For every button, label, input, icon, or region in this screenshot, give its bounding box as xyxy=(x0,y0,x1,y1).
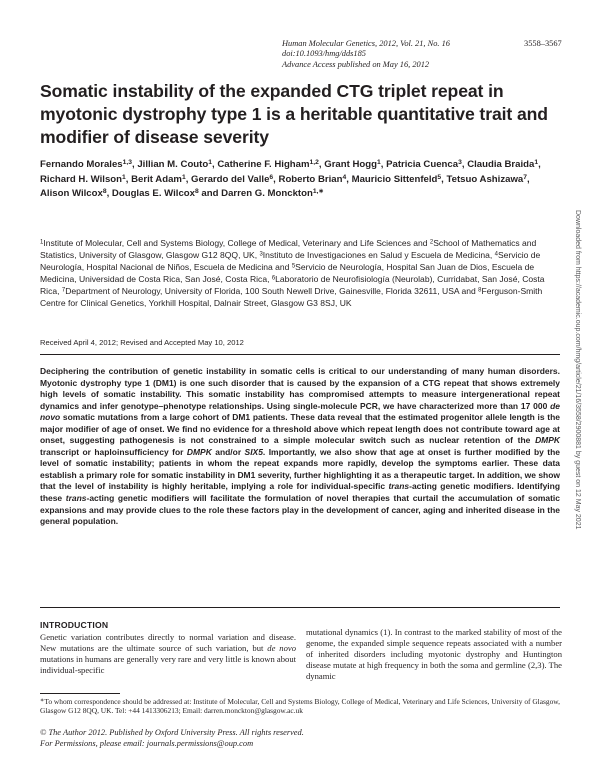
intro-right-text-c: ). The dynamic xyxy=(306,660,562,682)
affiliation-text: Servicio de Neurología, Hospital Nacional de Niños, Escuela de Medicina and xyxy=(40,250,541,273)
author-separator: , xyxy=(346,173,352,185)
copyright-line: © The Author 2012. Published by Oxford University Press. All rights reserved. xyxy=(40,728,304,737)
author-name: Berit Adam xyxy=(131,173,182,185)
advance-access: Advance Access published on May 16, 2012 xyxy=(282,59,430,69)
abstract-segment: DMPK xyxy=(186,446,212,457)
affiliation-marker: 2 xyxy=(429,239,434,246)
author-separator: , xyxy=(538,159,541,170)
author-separator: , xyxy=(318,159,325,170)
abstract-segment: SIX5 xyxy=(244,446,263,457)
author-affiliation-marker: 3 xyxy=(458,158,462,166)
author-separator: , xyxy=(273,173,279,185)
abstract-segment: somatic mutations from a large cohort of DM1 patients. These data reveal that the estimated progenitor allele length is the major modifier of age of onset. We find no evidence for a threshold above which repeat length does not contribute toward age at onset, suggesting pathogenesis is not constrained to a simple molecular switch such as nuclear retention of the xyxy=(40,412,560,446)
author-name: Fernando Morales xyxy=(40,159,123,170)
affiliation-text: Ferguson-Smith Centre for Clinical Genetics, Yorkhill Hospital, Dalnair Street, Glasgow G3 8SJ, UK xyxy=(40,286,543,309)
journal-citation: Human Molecular Genetics, 2012, Vol. 21, No. 16 xyxy=(282,39,450,48)
intro-right-column xyxy=(306,627,562,682)
abstract-segment: DMPK xyxy=(535,435,560,446)
affiliation-text: Laboratorio de Neurofisiología (Neurolab), Curridabat, San José, Costa Rica, xyxy=(40,274,545,297)
intro-left-segment: Genetic variation contributes directly to normal variation and disease. New mutations are the ultimate source of such variation, but xyxy=(40,632,296,654)
author-affiliation-marker: 1 xyxy=(534,158,539,166)
author-separator: , xyxy=(527,173,530,185)
abstract-segment: de novo xyxy=(40,400,560,423)
author-separator: , xyxy=(441,173,447,185)
affiliation-marker: 6 xyxy=(271,275,276,282)
author-name: Richard H. Wilson xyxy=(40,173,123,185)
doi[interactable]: doi:10.1093/hmg/dds185 xyxy=(282,49,366,59)
affiliation-text: Institute of Molecular, Cell and Systems Biology, College of Medical, Veterinary and Life Sciences and xyxy=(43,238,430,248)
correspondence-footnote xyxy=(40,697,560,716)
affiliation-marker: 8 xyxy=(478,287,482,294)
abstract-bottom-rule xyxy=(40,607,560,608)
author-affiliation-marker: 1,2 xyxy=(309,158,319,166)
author-name: Douglas E. Wilcox xyxy=(111,188,195,200)
author-separator: , xyxy=(131,159,138,170)
section-heading-introduction: INTRODUCTION xyxy=(40,620,109,630)
author-name: Roberto Brian xyxy=(278,173,343,185)
author-separator: , xyxy=(461,159,468,170)
author-name: Mauricio Sittenfeld xyxy=(351,173,438,185)
author-separator: , xyxy=(125,173,132,185)
intro-left-column xyxy=(40,632,296,676)
author-affiliation-marker: 8 xyxy=(102,188,107,196)
author-affiliation-marker: 1,3 xyxy=(122,158,132,166)
author-affiliation-marker: 6 xyxy=(269,173,274,181)
page-range: 3558–3567 xyxy=(524,39,562,48)
affiliation-text: Instituto de Investigaciones en Salud y Escuela de Medicina, xyxy=(262,250,495,261)
affiliation-marker: 4 xyxy=(494,251,498,258)
abstract-segment: Deciphering the contribution of genetic instability in somatic cells is critical to our understanding of many human disorders. Myotonic dystrophy type 1 (DM1) is one such disorder that is caused by the expansion of a CTG repeat that shows extremely high levels of somatic instability. This somatic instability has compromised attempts to measure intergenerational repeat dynamics and infer genotype–phenotype relationships. Using single-molecule PCR, we have characterized more than 17 000 xyxy=(40,366,560,411)
author-affiliation-marker: 1 xyxy=(122,173,126,181)
affiliation-text: School of Mathematics and Statistics, University of Glasgow, Glasgow G12 8QQ, UK, xyxy=(40,238,537,261)
author-affiliation-marker: 1,∗ xyxy=(312,188,325,196)
abstract-segment: . Importantly, we also show that age at onset is further modified by the level of somatic instability; patients in whom the repeat expands more rapidly, develop the symptoms earlier. These data establish a primary role for somatic instability in DM1 severity, further highlighting it as a therapeutic target. In addition, we show that the level of instability is highly heritable, implying a role for individual-specific xyxy=(40,446,560,492)
footnote-text: To whom correspondence should be addressed at: Institute of Molecular, Cell and Systems Biology, College of Medical, Veterinary and Life Sciences, University of Glasgow, Glasgow G12 8QQ, UK. Tel: +44 1413306213; Email: darren.monckton@glasgow.ac.uk xyxy=(40,697,560,716)
author-separator: , xyxy=(211,159,218,170)
author-separator: , xyxy=(185,173,192,185)
author-name: Alison Wilcox xyxy=(40,188,103,200)
affiliations xyxy=(40,237,564,310)
author-affiliation-marker: 1 xyxy=(208,158,212,166)
author-name: Grant Hogg xyxy=(324,159,377,170)
author-name: and Darren G. Monckton xyxy=(201,188,313,200)
abstract-segment: and/or xyxy=(211,446,245,457)
affiliation-marker: 1 xyxy=(40,239,44,246)
author-list xyxy=(40,158,560,202)
article-title: Somatic instability of the expanded CTG triplet repeat in myotonic dystrophy type 1 is a heritable quantitative trait and modifier of disease severity xyxy=(40,81,548,147)
intro-left-segment: mutations in humans are generally very rare and very little is known about individual-specific xyxy=(40,654,296,676)
copyright-footer xyxy=(40,728,560,749)
abstract-segment: transcript or haploinsufficiency for xyxy=(40,446,187,457)
received-dates: Received April 4, 2012; Revised and Accepted May 10, 2012 xyxy=(40,338,244,347)
intro-right-text-b: ). In contrast to the marked stability of most of the genome, the expanded simple sequence repeats associated with a number of inherited disorders including myotonic dystrophy and Huntington disease mutate at high frequency in both the soma and germline ( xyxy=(306,627,562,671)
abstract xyxy=(40,366,560,528)
download-watermark: Downloaded from https://academic.oup.com/hmg/article/21/16/3558/2900881 by guest on 12 May 2021 xyxy=(574,210,581,530)
author-separator: , xyxy=(106,188,112,200)
author-name: Claudia Braida xyxy=(467,159,535,170)
journal-header xyxy=(282,39,572,70)
author-affiliation-marker: 8 xyxy=(195,188,199,196)
affiliation-text: Servicio de Neurología, Hospital San Juan de Dios, Escuela de Medicina, Universidad de Costa Rica, San José, Costa Rica, xyxy=(40,262,535,285)
affiliation-marker: 5 xyxy=(291,263,296,270)
affiliation-marker: 3 xyxy=(259,251,263,258)
author-name: Catherine F. Higham xyxy=(217,159,310,170)
abstract-top-rule xyxy=(40,354,560,355)
affiliation-marker: 7 xyxy=(61,287,66,294)
author-name: Tetsuo Ashizawa xyxy=(446,173,524,185)
author-affiliation-marker: 1 xyxy=(181,173,186,181)
author-separator: , xyxy=(380,159,387,170)
abstract-segment: trans xyxy=(388,481,410,492)
abstract-segment: -acting genetic modifiers. Identifying these xyxy=(40,481,560,504)
reference-link-1[interactable]: 1 xyxy=(383,627,388,637)
author-affiliation-marker: 7 xyxy=(523,173,528,181)
permissions-line: For Permissions, please email: journals.permissions@oup.com xyxy=(40,738,254,748)
author-affiliation-marker: 1 xyxy=(377,158,381,166)
intro-left-segment: de novo xyxy=(267,643,296,654)
footnote-marker: ∗ xyxy=(40,697,45,704)
author-name: Patricia Cuenca xyxy=(386,159,459,170)
reference-link-2-3[interactable]: 2,3 xyxy=(530,660,542,671)
footnote-rule xyxy=(40,693,120,694)
author-affiliation-marker: 5 xyxy=(437,173,442,181)
abstract-segment: trans xyxy=(65,493,87,504)
affiliation-text: Department of Neurology, University of Florida, 100 South Newell Drive, Gainesville, Florida 32611, USA and xyxy=(65,286,479,297)
author-name: Gerardo del Valle xyxy=(191,173,270,185)
author-affiliation-marker: 4 xyxy=(342,173,347,181)
author-name: Jillian M. Couto xyxy=(137,159,209,170)
abstract-segment: -acting genetic modifiers will facilitate the formulation of novel therapies that curtail the accumulation of somatic expansions and may provide clues to the role these factors play in the development of cancer, aging and inherited disease in the general population. xyxy=(40,493,560,527)
intro-right-text-a: mutational dynamics ( xyxy=(306,627,384,637)
